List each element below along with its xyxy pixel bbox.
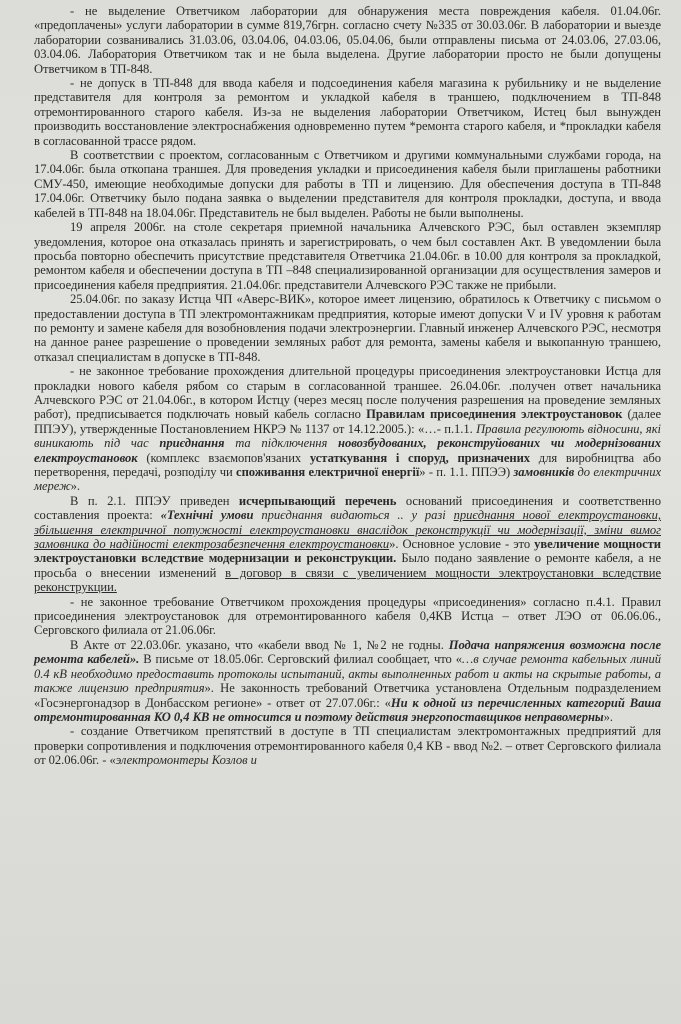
- text-run: - не законное требование Ответчиком прохождения процедуры «присоединения» согласно п.4.1. Правил присоединения электроустановок для отремонтированного кабеля 0,4КВ Истца – ответ ЛЭО от 06.06.06., Серговского филиала от 21.06.06г.: [34, 594, 661, 638]
- text-run: Было подано заявление о ремонте кабеля, а не просьба о внесении изменений: [34, 551, 662, 580]
- text-run: В п. 2.1. ППЭУ приведен: [70, 493, 239, 508]
- text-run: замовників: [513, 465, 575, 479]
- text-run: Ни к одной из перечисленных категорий Ваша отремонтированная КО 0,4 КВ не относится и поэтому действия энергопоставщиков неправомерны: [34, 695, 661, 724]
- paragraph: [34, 292, 661, 364]
- document-body: [34, 4, 661, 768]
- paragraph: [34, 148, 661, 220]
- paragraph: [34, 4, 661, 76]
- text-run: Правила регулюють відносини, які виникають під час: [34, 421, 661, 451]
- text-run: ». Основное условие - это: [389, 537, 535, 552]
- text-run: приєднання видаються .. у разі: [253, 508, 454, 523]
- text-run: - не допуск в ТП-848 для ввода кабеля и подсоединения кабеля магазина к рубильнику и не выделение представителя для контроля за ремонтом и укладкой кабеля в траншею, подключением в ТП-848 отремонтированного старого кабеля. Из-за не выделения лаборатории Ответчиком, Истец был вынужден производить восстановление электроснабжения одновременно путем *ремонта старого кабеля, и *прокладки кабеля в согласованной трассе рядом.: [34, 76, 661, 148]
- paragraph: [34, 595, 661, 638]
- text-run: ».: [70, 479, 81, 494]
- paragraph: [34, 220, 661, 292]
- text-run: приєднання нової електроустановки, збільшення електричної потужності електроустановки внаслідок реконструкції чи модернізації, зміни вимог замовника до надійності електрозабезпечення електроустановки: [34, 508, 661, 552]
- paragraph: [34, 638, 661, 724]
- text-run: устаткування і споруд, призначених: [309, 450, 531, 465]
- text-run: в договор в связи с увеличением мощности электроустановки вследствие реконструкции.: [34, 565, 661, 595]
- paragraph: [34, 724, 661, 767]
- text-run: 19 апреля 2006г. на столе секретаря приемной начальника Алчевского РЭС, был оставлен экземпляр уведомления, которое она отказалась принять и зарегистрировать, о чем был составлен Акт. В уведомлении была просьба повторно обеспечить присутствие представителя Ответчика 21.04.06г. в 10.00 для контроля за прокладкой, ремонтом кабеля и обеспечении доступа в ТП –848 специализированной организации для осуществления замеров и присоединения кабеля предприятия. 21.04.06г. представители Алчевского РЭС также не прибыли.: [34, 220, 661, 292]
- text-run: ».: [603, 709, 613, 724]
- text-run: - не законное требование прохождения длительной процедуры присоединения электроустановки Истца для прокладки нового кабеля рябом со старым в согласованной траншее. 26.04.06г. .получен ответ начальника Алчевского РЭС от 21.04.06г., в котором Истцу (через месяц после получения разрешения на проведение земляных работ), предписывается подключать новый кабель согласно: [34, 364, 661, 422]
- text-run: для виробництва або перетворення, передачі, розподілу чи: [34, 450, 661, 479]
- text-run: приєднання: [159, 436, 225, 451]
- text-run: В письме от 18.05.06г. Серговский филиал сообщает, что «: [139, 652, 463, 667]
- paragraph: [34, 76, 661, 148]
- text-run: увеличение мощности электроустановки вследствие модернизации и реконструкции.: [34, 537, 661, 566]
- text-run: до електричних мереж: [34, 465, 662, 494]
- text-run: та: [224, 436, 262, 451]
- text-run: В соответствии с проектом, согласованным с Ответчиком и другими коммунальными службами города, на 17.04.06г. была откопана траншея. Для проведения укладки и присоединения кабеля были приглашены работники СМУ-450, имеющие необходимые допуски для работы в ТП и лицензию. Для обеспечения доступа в ТП-848 17.04.06г. Ответчику было подана заявка о выделении представителя для контроля прокладки, доступа, и ввода кабелей в ТП-848 на 18.04.06г. Представитель не был выделен. Работы не были выполнены.: [34, 148, 661, 220]
- text-run: підключення: [261, 436, 339, 451]
- text-run: «Технічні умови: [160, 508, 254, 523]
- text-run: В Акте от 22.03.06г. указано, что «кабели ввод № 1, №2 не годны.: [70, 637, 449, 652]
- text-run: 25.04.06г. по заказу Истца ЧП «Аверс-ВИК», которое имеет лицензию, обратилось к Ответчику с письмом о предоставлении доступа в ТП электромонтажникам предприятия, которые имеют допуски V и IV уровня к работам по ремонту и замене кабеля для возобновления подачи электроэнергии. Главный инженер Алчевского РЭС, несмотря на данное ранее разрешение о проведении земляных работ для ремонта, замены кабеля и выкопанную траншею, отказал специалистам в допуске в ТП-848.: [34, 292, 661, 364]
- text-run: Правилам присоединения электроустановок: [366, 407, 623, 422]
- text-run: споживання електричної енергії: [236, 465, 420, 479]
- text-run: - не выделение Ответчиком лаборатории для обнаружения места повреждения кабеля. 01.04.06г. «предоплачены» услуги лаборатории в сумме 819,76грн. согласно счету №335 от 30.03.06г. В лаборатории и выезде лаборатории созванивались 31.03.06, 03.04.06, 04.03.06, 05.04.06, были отправлены письма от 24.03.06, 27.03.06, 03.04.06. Лаборатория Ответчиком так и не была выделена. Другие лаборатории просто не были допущены Ответчиком в ТП-848.: [34, 4, 661, 76]
- text-run: новозбудованих, реконструйованих чи модернізованих електроустановок: [34, 436, 661, 465]
- text-run: ». Не законность требований Ответчика установлена Отдельным подразделением «Госэнергонадзор в Донбасском регионе» - ответ от 27.07.06г.: «: [34, 681, 661, 710]
- text-run: Подача напряжения возможна после ремонта кабелей».: [34, 637, 661, 667]
- text-run: (далее ППЭУ), утвержденные Постановлением НКРЭ № 1137 от 14.12.2005.): «…- п.1.1.: [34, 407, 661, 436]
- text-run: электромонтеры Козлов и: [115, 753, 257, 768]
- text-run: - создание Ответчиком препятствий в доступе в ТП специалистам электромонтажных предприятий для проверки сопротивления и подключения отремонтированного кабеля 0,4 КВ - ввод №2. – ответ Серговского филиала от 02.06.06г. - «: [34, 724, 661, 768]
- paragraph: [34, 494, 661, 595]
- paragraph: [34, 364, 661, 494]
- text-run: » - п. 1.1. ППЭЭ): [419, 465, 514, 479]
- text-run: исчерпывающий перечень: [238, 493, 397, 508]
- text-run: (комплекс взаємопов'язаних: [137, 450, 310, 465]
- text-run: …в случае ремонта кабельных линий 0.4 кВ необходимо предоставить протоколы испытаний, акты выполненных работ и акты на скрытые работы, а также лицензию предприятия: [34, 652, 662, 696]
- text-run: оснований присоединения и соответственно составления проекта:: [34, 493, 661, 523]
